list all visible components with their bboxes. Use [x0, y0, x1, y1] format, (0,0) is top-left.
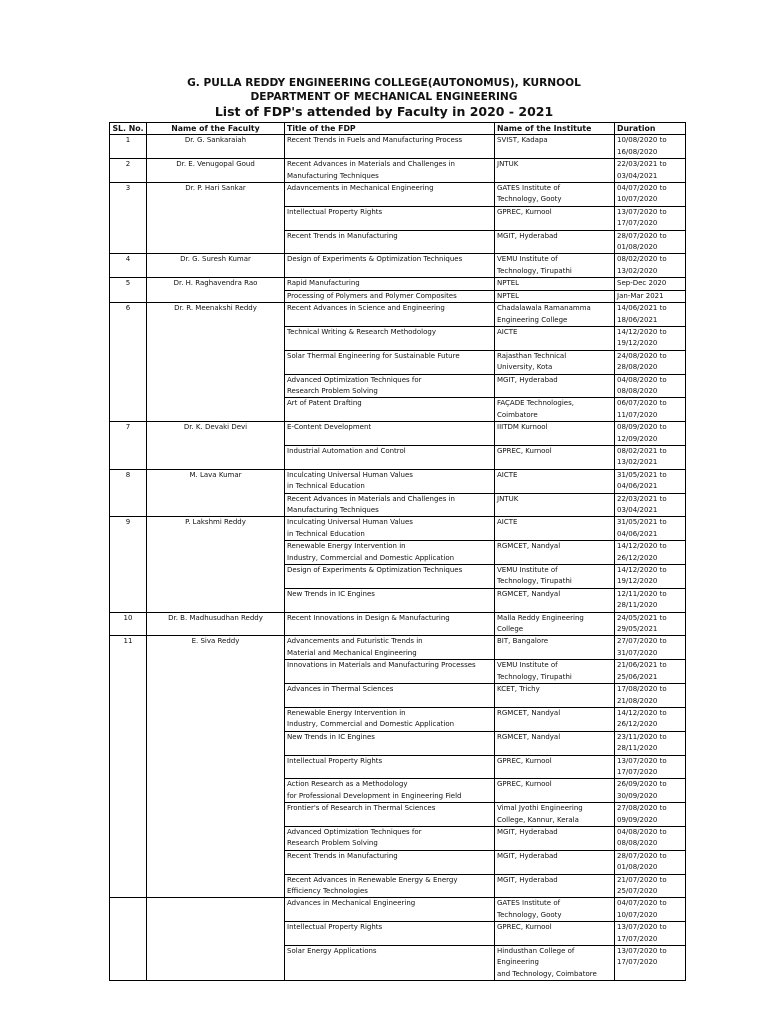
- duration-cell: 12/11/2020 to 28/11/2020: [615, 588, 686, 612]
- duration-cell: 22/03/2021 to 03/04/2021: [615, 159, 686, 183]
- table-header-row: [110, 123, 686, 135]
- institute-cell: NPTEL: [495, 278, 615, 290]
- institute-cell: JNTUK: [495, 159, 615, 183]
- fdp-title-cell: Innovations in Materials and Manufacturing Processes: [285, 660, 495, 684]
- duration-cell: 28/07/2020 to 01/08/2020: [615, 850, 686, 874]
- fdp-title-cell: Design of Experiments & Optimization Techniques: [285, 565, 495, 589]
- duration-cell: 31/05/2021 to 04/06/2021: [615, 517, 686, 541]
- institute-cell: Rajasthan Technical University, Kota: [495, 350, 615, 374]
- table-row: [110, 517, 686, 541]
- duration-cell: 31/05/2021 to 04/06/2021: [615, 469, 686, 493]
- fdp-title-cell: Advancements and Futuristic Trends in Material and Mechanical Engineering: [285, 636, 495, 660]
- fdp-title-cell: Action Research as a Methodology for Professional Development in Engineering Field: [285, 779, 495, 803]
- institute-cell: GPREC, Kurnool: [495, 755, 615, 779]
- duration-cell: 04/08/2020 to 08/08/2020: [615, 826, 686, 850]
- duration-cell: 26/09/2020 to 30/09/2020: [615, 779, 686, 803]
- sl-no-cell: 3: [110, 183, 147, 254]
- institute-cell: VEMU Institute of Technology, Tirupathi: [495, 660, 615, 684]
- duration-cell: 27/08/2020 to 09/09/2020: [615, 803, 686, 827]
- institute-cell: IIITDM Kurnool: [495, 422, 615, 446]
- fdp-title-cell: Advances in Thermal Sciences: [285, 684, 495, 708]
- sl-no-cell: 7: [110, 422, 147, 470]
- institute-cell: RGMCET, Nandyal: [495, 588, 615, 612]
- fdp-title-cell: Advanced Optimization Techniques for Research Problem Solving: [285, 826, 495, 850]
- duration-cell: 04/07/2020 to 10/07/2020: [615, 183, 686, 207]
- institute-cell: AICTE: [495, 469, 615, 493]
- fdp-title-cell: Recent Trends in Fuels and Manufacturing Process: [285, 135, 495, 159]
- institute-cell: GATES Institute of Technology, Gooty: [495, 183, 615, 207]
- institute-cell: VEMU Institute of Technology, Tirupathi: [495, 254, 615, 278]
- duration-cell: 27/07/2020 to 31/07/2020: [615, 636, 686, 660]
- institute-cell: Chadalawala Ramanamma Engineering College: [495, 303, 615, 327]
- fdp-title-cell: Recent Advances in Materials and Challenges in Manufacturing Techniques: [285, 159, 495, 183]
- fdp-title-cell: Design of Experiments & Optimization Techniques: [285, 254, 495, 278]
- institute-cell: MGIT, Hyderabad: [495, 230, 615, 254]
- table-row: [110, 254, 686, 278]
- duration-cell: 06/07/2020 to 11/07/2020: [615, 398, 686, 422]
- duration-cell: 08/02/2021 to 13/02/2021: [615, 445, 686, 469]
- faculty-name-cell: [147, 898, 285, 981]
- institute-cell: GATES Institute of Technology, Gooty: [495, 898, 615, 922]
- fdp-title-cell: Rapid Manufacturing: [285, 278, 495, 290]
- faculty-name-cell: M. Lava Kumar: [147, 469, 285, 517]
- duration-cell: 14/12/2020 to 26/12/2020: [615, 707, 686, 731]
- table-row: [110, 303, 686, 327]
- fdp-title-cell: Recent Advances in Renewable Energy & Energy Efficiency Technologies: [285, 874, 495, 898]
- institute-cell: GPREC, Kurnool: [495, 445, 615, 469]
- institute-cell: VEMU Institute of Technology, Tirupathi: [495, 565, 615, 589]
- column-header-duration: Duration: [615, 123, 686, 135]
- institute-cell: AICTE: [495, 517, 615, 541]
- sl-no-cell: 11: [110, 636, 147, 898]
- institute-cell: MGIT, Hyderabad: [495, 374, 615, 398]
- fdp-title-cell: Renewable Energy Intervention in Industry, Commercial and Domestic Application: [285, 707, 495, 731]
- institute-cell: FAÇADE Technologies, Coimbatore: [495, 398, 615, 422]
- faculty-name-cell: Dr. P. Hari Sankar: [147, 183, 285, 254]
- faculty-name-cell: Dr. K. Devaki Devi: [147, 422, 285, 470]
- institute-cell: SVIST, Kadapa: [495, 135, 615, 159]
- institute-cell: BIT, Bangalore: [495, 636, 615, 660]
- duration-cell: 14/12/2020 to 19/12/2020: [615, 326, 686, 350]
- duration-cell: 21/07/2020 to 25/07/2020: [615, 874, 686, 898]
- sl-no-cell: 5: [110, 278, 147, 303]
- column-header-institute: Name of the Institute: [495, 123, 615, 135]
- faculty-name-cell: Dr. R. Meenakshi Reddy: [147, 303, 285, 422]
- duration-cell: 04/08/2020 to 08/08/2020: [615, 374, 686, 398]
- college-name: G. PULLA REDDY ENGINEERING COLLEGE(AUTONOMUS), KURNOOL: [187, 77, 581, 89]
- duration-cell: 13/07/2020 to 17/07/2020: [615, 755, 686, 779]
- duration-cell: 08/09/2020 to 12/09/2020: [615, 422, 686, 446]
- fdp-title-cell: New Trends in IC Engines: [285, 588, 495, 612]
- institute-cell: RGMCET, Nandyal: [495, 707, 615, 731]
- fdp-title-cell: Recent Trends in Manufacturing: [285, 230, 495, 254]
- duration-cell: 13/07/2020 to 17/07/2020: [615, 922, 686, 946]
- table-row: [110, 278, 686, 290]
- fdp-title-cell: Solar Energy Applications: [285, 946, 495, 981]
- fdp-title-cell: Recent Advances in Science and Engineering: [285, 303, 495, 327]
- duration-cell: 28/07/2020 to 01/08/2020: [615, 230, 686, 254]
- table-body: [110, 135, 686, 981]
- duration-cell: 14/12/2020 to 19/12/2020: [615, 565, 686, 589]
- table-row: [110, 898, 686, 922]
- faculty-name-cell: Dr. E. Venugopal Goud: [147, 159, 285, 183]
- duration-cell: 13/07/2020 to 17/07/2020: [615, 206, 686, 230]
- table-row: [110, 183, 686, 207]
- institute-cell: Malla Reddy Engineering College: [495, 612, 615, 636]
- institute-cell: MGIT, Hyderabad: [495, 874, 615, 898]
- duration-cell: Jan-Mar 2021: [615, 290, 686, 302]
- duration-cell: 14/12/2020 to 26/12/2020: [615, 541, 686, 565]
- fdp-title-cell: Processing of Polymers and Polymer Composites: [285, 290, 495, 302]
- table-row: [110, 612, 686, 636]
- faculty-name-cell: Dr. G. Sankaraiah: [147, 135, 285, 159]
- institute-cell: RGMCET, Nandyal: [495, 541, 615, 565]
- duration-cell: 10/08/2020 to 16/08/2020: [615, 135, 686, 159]
- column-header-sl-no: SL. No.: [110, 123, 147, 135]
- fdp-title-cell: Intellectual Property Rights: [285, 755, 495, 779]
- fdp-table: [109, 122, 686, 981]
- faculty-name-cell: Dr. G. Suresh Kumar: [147, 254, 285, 278]
- institute-cell: MGIT, Hyderabad: [495, 850, 615, 874]
- fdp-title-cell: Recent Trends in Manufacturing: [285, 850, 495, 874]
- faculty-name-cell: Dr. H. Raghavendra Rao: [147, 278, 285, 303]
- fdp-title-cell: New Trends in IC Engines: [285, 731, 495, 755]
- institute-cell: AICTE: [495, 326, 615, 350]
- fdp-title-cell: Intellectual Property Rights: [285, 206, 495, 230]
- fdp-title-cell: Frontier's of Research in Thermal Sciences: [285, 803, 495, 827]
- duration-cell: 17/08/2020 to 21/08/2020: [615, 684, 686, 708]
- fdp-title-cell: Solar Thermal Engineering for Sustainable Future: [285, 350, 495, 374]
- duration-cell: 14/06/2021 to 18/06/2021: [615, 303, 686, 327]
- duration-cell: 22/03/2021 to 03/04/2021: [615, 493, 686, 517]
- duration-cell: 08/02/2020 to 13/02/2020: [615, 254, 686, 278]
- table-row: [110, 135, 686, 159]
- sl-no-cell: 8: [110, 469, 147, 517]
- faculty-name-cell: E. Siva Reddy: [147, 636, 285, 898]
- document-header: [0, 76, 768, 119]
- institute-cell: GPREC, Kurnool: [495, 779, 615, 803]
- duration-cell: 13/07/2020 to 17/07/2020: [615, 946, 686, 981]
- institute-cell: JNTUK: [495, 493, 615, 517]
- fdp-title-cell: Renewable Energy Intervention in Industry, Commercial and Domestic Application: [285, 541, 495, 565]
- sl-no-cell: [110, 898, 147, 981]
- institute-cell: RGMCET, Nandyal: [495, 731, 615, 755]
- duration-cell: 04/07/2020 to 10/07/2020: [615, 898, 686, 922]
- duration-cell: Sep-Dec 2020: [615, 278, 686, 290]
- sl-no-cell: 4: [110, 254, 147, 278]
- document-title: List of FDP's attended by Faculty in 2020 - 2021: [214, 104, 554, 119]
- faculty-name-cell: Dr. B. Madhusudhan Reddy: [147, 612, 285, 636]
- institute-cell: Hindusthan College of Engineering and Technology, Coimbatore: [495, 946, 615, 981]
- institute-cell: Vimal Jyothi Engineering College, Kannur, Kerala: [495, 803, 615, 827]
- fdp-title-cell: E-Content Development: [285, 422, 495, 446]
- sl-no-cell: 9: [110, 517, 147, 612]
- institute-cell: MGIT, Hyderabad: [495, 826, 615, 850]
- sl-no-cell: 2: [110, 159, 147, 183]
- fdp-title-cell: Intellectual Property Rights: [285, 922, 495, 946]
- institute-cell: GPREC, Kurnool: [495, 206, 615, 230]
- institute-cell: NPTEL: [495, 290, 615, 302]
- fdp-title-cell: Industrial Automation and Control: [285, 445, 495, 469]
- sl-no-cell: 1: [110, 135, 147, 159]
- fdp-title-cell: Art of Patent Drafting: [285, 398, 495, 422]
- duration-cell: 23/11/2020 to 28/11/2020: [615, 731, 686, 755]
- column-header-title: Title of the FDP: [285, 123, 495, 135]
- fdp-title-cell: Recent Advances in Materials and Challenges in Manufacturing Techniques: [285, 493, 495, 517]
- institute-cell: KCET, Trichy: [495, 684, 615, 708]
- duration-cell: 24/05/2021 to 29/05/2021: [615, 612, 686, 636]
- fdp-title-cell: Recent Innovations in Design & Manufacturing: [285, 612, 495, 636]
- faculty-name-cell: P. Lakshmi Reddy: [147, 517, 285, 612]
- fdp-title-cell: Inculcating Universal Human Values in Technical Education: [285, 517, 495, 541]
- table-row: [110, 469, 686, 493]
- sl-no-cell: 6: [110, 303, 147, 422]
- table-row: [110, 422, 686, 446]
- duration-cell: 21/06/2021 to 25/06/2021: [615, 660, 686, 684]
- duration-cell: 24/08/2020 to 28/08/2020: [615, 350, 686, 374]
- column-header-faculty: Name of the Faculty: [147, 123, 285, 135]
- sl-no-cell: 10: [110, 612, 147, 636]
- institute-cell: GPREC, Kurnool: [495, 922, 615, 946]
- table-row: [110, 159, 686, 183]
- fdp-title-cell: Technical Writing & Research Methodology: [285, 326, 495, 350]
- fdp-title-cell: Advances in Mechanical Engineering: [285, 898, 495, 922]
- table-row: [110, 636, 686, 660]
- fdp-title-cell: Advanced Optimization Techniques for Research Problem Solving: [285, 374, 495, 398]
- fdp-title-cell: Adavncements in Mechanical Engineering: [285, 183, 495, 207]
- fdp-title-cell: Inculcating Universal Human Values in Technical Education: [285, 469, 495, 493]
- department-name: DEPARTMENT OF MECHANICAL ENGINEERING: [250, 91, 518, 103]
